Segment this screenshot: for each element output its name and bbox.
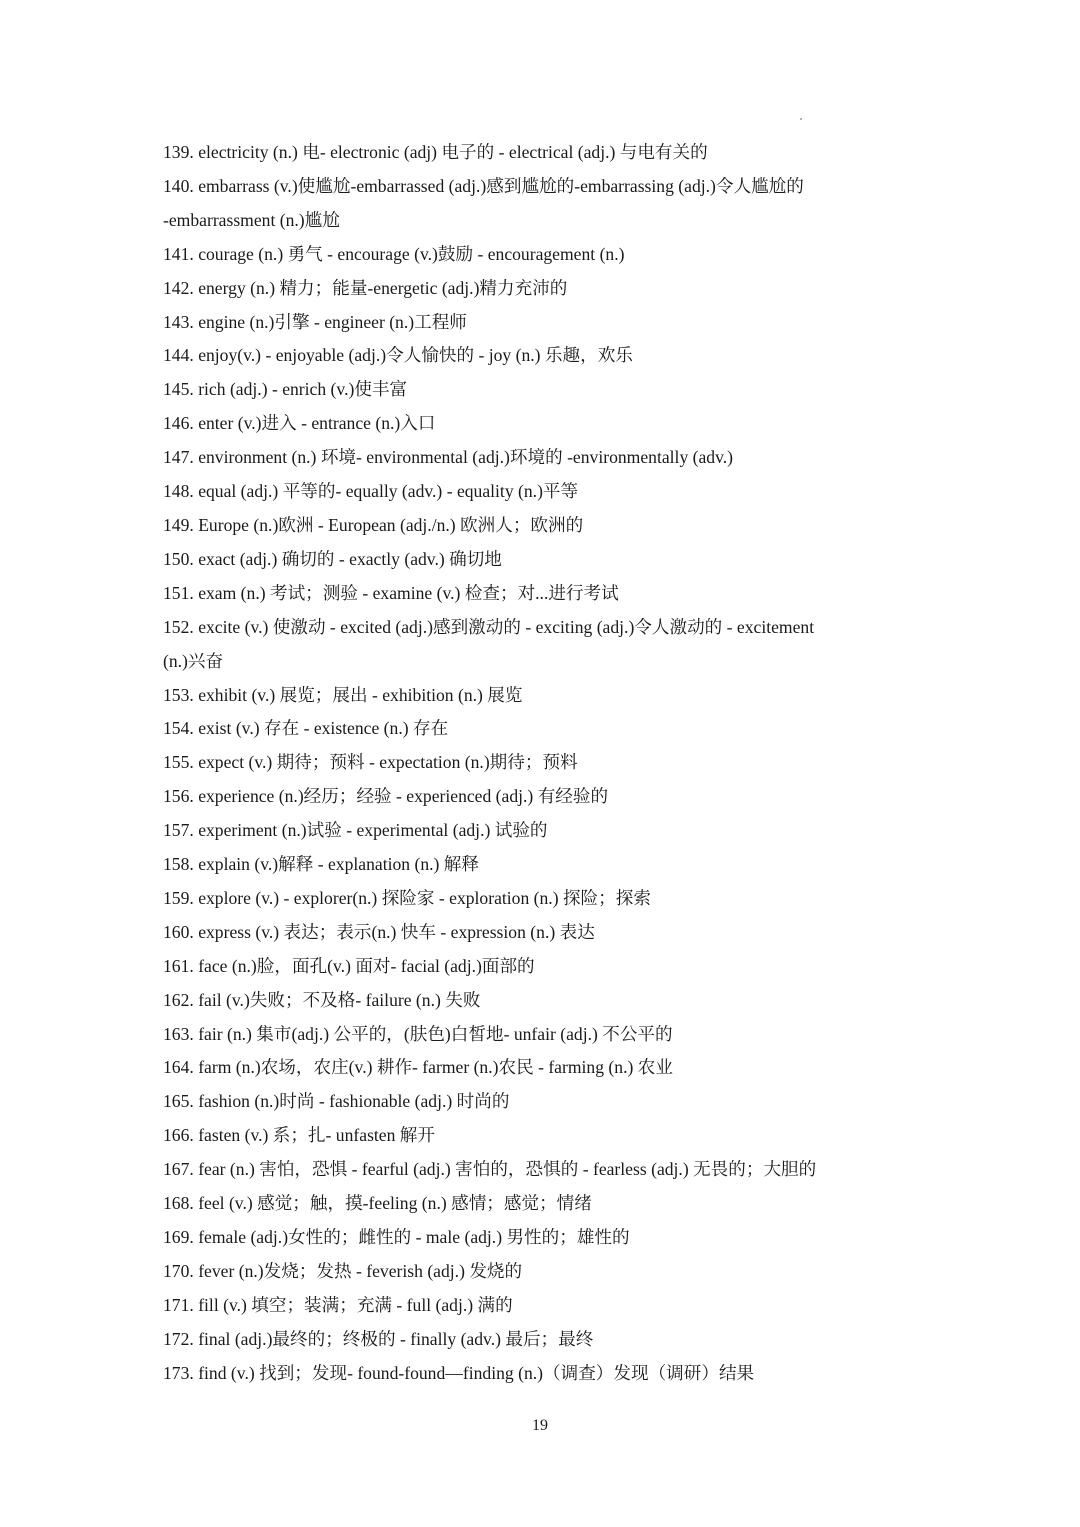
list-item-continuation: -embarrassment (n.)尴尬 [163,209,340,230]
list-item: 162. fail (v.)失败；不及格- failure (n.) 失败 [163,989,481,1010]
list-item: 155. expect (v.) 期待；预料 - expectation (n.)期待；预料 [163,752,578,773]
list-item: 161. face (n.)脸，面孔(v.) 面对- facial (adj.)面部的 [163,955,535,976]
list-item: 142. energy (n.) 精力；能量-energetic (adj.)精力充沛的 [163,277,568,298]
list-item: 140. embarrass (v.)使尴尬-embarrassed (adj.)感到尴尬的-embarrassing (adj.)令人尴尬的 [163,175,804,196]
list-item: 148. equal (adj.) 平等的- equally (adv.) - equality (n.)平等 [163,481,579,502]
list-item: 143. engine (n.)引擎 - engineer (n.)工程师 [163,311,467,332]
list-item-continuation: (n.)兴奋 [163,650,224,671]
list-item: 167. fear (n.) 害怕，恐惧 - fearful (adj.) 害怕的，恐惧的 - fearless (adj.) 无畏的；大胆的 [163,1159,817,1180]
scan-speck [800,118,802,120]
list-item: 159. explore (v.) - explorer(n.) 探险家 - exploration (n.) 探险；探索 [163,887,651,908]
list-item: 164. farm (n.)农场，农庄(v.) 耕作- farmer (n.)农民 - farming (n.) 农业 [163,1057,673,1078]
list-item: 153. exhibit (v.) 展览；展出 - exhibition (n.) 展览 [163,684,523,705]
vocabulary-list [163,136,923,1391]
list-item: 160. express (v.) 表达；表示(n.) 快车 - expression (n.) 表达 [163,921,595,942]
list-item: 157. experiment (n.)试验 - experimental (adj.) 试验的 [163,820,548,841]
list-item: 150. exact (adj.) 确切的 - exactly (adv.) 确切地 [163,548,502,569]
list-item: 139. electricity (n.) 电- electronic (adj) 电子的 - electrical (adj.) 与电有关的 [163,142,708,162]
list-item: 158. explain (v.)解释 - explanation (n.) 解释 [163,854,479,875]
list-item: 154. exist (v.) 存在 - existence (n.) 存在 [163,718,449,739]
list-item: 152. excite (v.) 使激动 - excited (adj.)感到激动的 - exciting (adj.)令人激动的 - excitement [163,616,815,637]
list-item: 170. fever (n.)发烧；发热 - feverish (adj.) 发烧的 [163,1260,523,1281]
list-item: 169. female (adj.)女性的；雌性的 - male (adj.) 男性的；雄性的 [163,1227,630,1247]
list-item: 146. enter (v.)进入 - entrance (n.)入口 [163,413,436,434]
list-item: 151. exam (n.) 考试；测验 - examine (v.) 检查；对...进行考试 [163,582,619,603]
list-item: 149. Europe (n.)欧洲 - European (adj./n.) 欧洲人；欧洲的 [163,514,584,535]
list-item: 173. find (v.) 找到；发现- found-found—finding (n.)（调查）发现（调研）结果 [163,1362,755,1383]
list-item: 147. environment (n.) 环境- environmental (adj.)环境的 -environmentally (adv.) [163,447,734,468]
list-item: 144. enjoy(v.) - enjoyable (adj.)令人愉快的 - joy (n.) 乐趣，欢乐 [163,345,633,366]
list-item: 166. fasten (v.) 系；扎- unfasten 解开 [163,1125,435,1146]
list-item: 156. experience (n.)经历；经验 - experienced (adj.) 有经验的 [163,786,609,807]
list-item: 141. courage (n.) 勇气 - encourage (v.)鼓励 - encouragement (n.) [163,243,625,264]
list-item: 168. feel (v.) 感觉；触，摸-feeling (n.) 感情；感觉；情绪 [163,1193,592,1214]
page-number: 19 [532,1417,548,1434]
list-item: 172. final (adj.)最终的；终极的 - finally (adv.) 最后；最终 [163,1328,594,1349]
list-item: 171. fill (v.) 填空；装满；充满 - full (adj.) 满的 [163,1294,513,1315]
list-item: 165. fashion (n.)时尚 - fashionable (adj.) 时尚的 [163,1091,510,1112]
list-item: 145. rich (adj.) - enrich (v.)使丰富 [163,379,408,400]
list-item: 163. fair (n.) 集市(adj.) 公平的，(肤色)白皙地- unfair (adj.) 不公平的 [163,1023,673,1044]
